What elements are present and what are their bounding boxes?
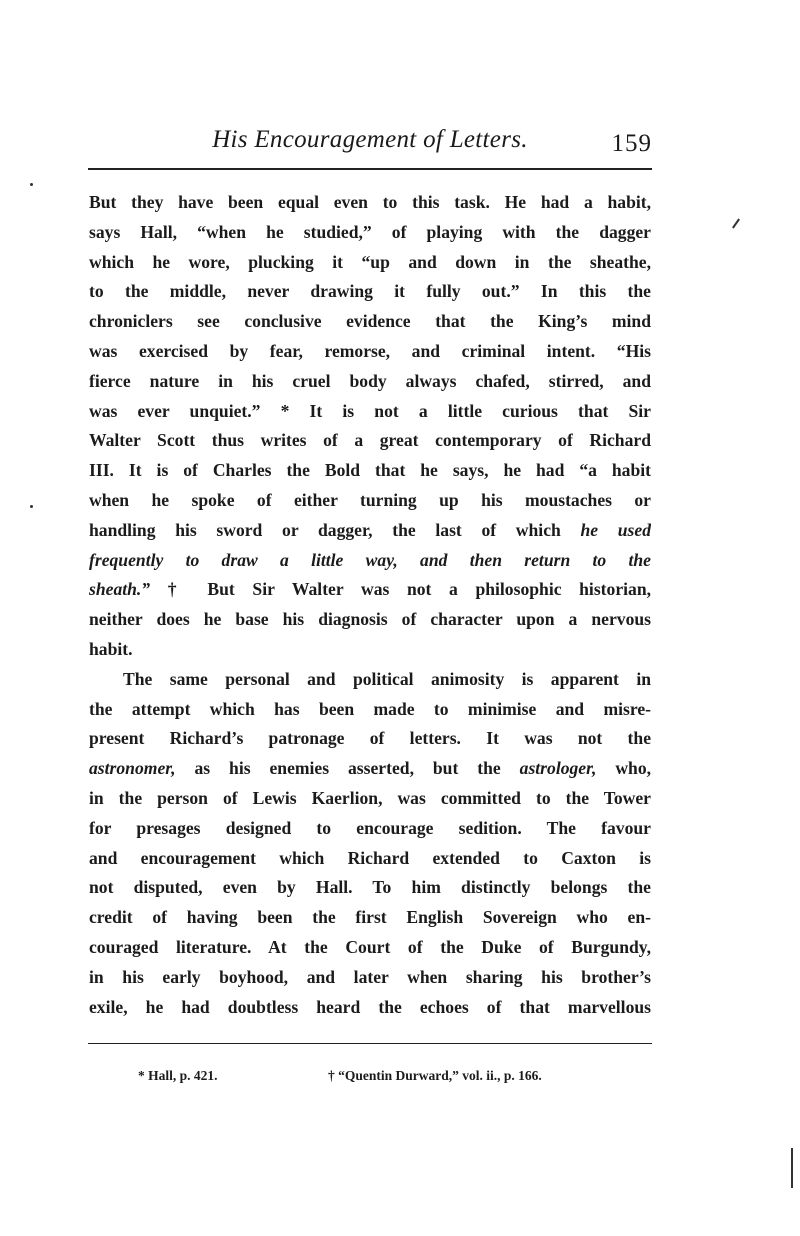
text-segment: who,: [615, 758, 651, 779]
italic-segment: frequently to draw a little way, and then return to the: [89, 549, 651, 570]
text-line: says Hall, “when he studied,” of playing with the dagger: [89, 221, 651, 242]
text-segment: † But Sir Walter was not a philosophic historian,: [167, 579, 651, 600]
text-line: III. It is of Charles the Bold that he says, he had “a habit: [89, 460, 651, 481]
text-line: in his early boyhood, and later when sharing his brother’s: [89, 966, 651, 987]
text-line: when he spoke of either turning up his moustaches or: [89, 489, 651, 510]
text-line: [89, 516, 651, 546]
italic-segment: he used: [580, 519, 651, 540]
text-line: in the person of Lewis Kaerlion, was committed to the Tower: [89, 787, 651, 808]
text-line: The same personal and political animosity is apparent in: [123, 668, 651, 689]
running-title: His Encouragement of Letters.: [212, 126, 528, 153]
text-line: credit of having been the first English Sovereign who en-: [89, 907, 651, 928]
header-rule: [88, 168, 652, 170]
scan-mark: [30, 505, 33, 508]
text-line: couraged literature. At the Court of the Duke of Burgundy,: [89, 936, 651, 957]
italic-segment: astronomer,: [89, 758, 176, 779]
text-line: not disputed, even by Hall. To him distinctly belongs the: [89, 877, 651, 898]
footnote: * Hall, p. 421.: [138, 1068, 218, 1083]
text-line: was exercised by fear, remorse, and criminal intent. “His: [89, 340, 651, 361]
italic-segment: astrologer,: [519, 758, 597, 779]
text-segment: as his enemies asserted, but the: [194, 758, 501, 779]
italic-segment: sheath.”: [89, 579, 151, 600]
scan-mark: [732, 218, 740, 228]
text-line: But they have been equal even to this task. He had a habit,: [89, 192, 651, 212]
footnote: † “Quentin Durward,” vol. ii., p. 166.: [328, 1068, 542, 1083]
text-line: [89, 575, 651, 605]
text-line: which he wore, plucking it “up and down in the sheathe,: [89, 251, 651, 272]
text-line: chroniclers see conclusive evidence that the King’s mind: [89, 311, 651, 332]
text-line: Walter Scott thus writes of a great contemporary of Richard: [89, 430, 651, 451]
text-line: exile, he had doubtless heard the echoes of that marvellous: [89, 996, 651, 1017]
text-line: fierce nature in his cruel body always chafed, stirred, and: [89, 370, 651, 391]
scan-mark: [30, 183, 33, 186]
text-line: neither does he base his diagnosis of character upon a nervous: [89, 609, 651, 630]
text-line: present Richard’s patronage of letters. It was not the: [89, 728, 651, 749]
text-line: the attempt which has been made to minimise and misre-: [89, 698, 651, 719]
text-segment: handling his sword or dagger, the last of which: [89, 519, 561, 540]
text-line: was ever unquiet.” * It is not a little curious that Sir: [89, 400, 651, 421]
text-line: [89, 546, 651, 576]
body-text: [89, 188, 651, 1022]
text-line: habit.: [89, 638, 133, 659]
running-head: [88, 122, 652, 162]
scan-mark: [791, 1148, 793, 1188]
text-line: and encouragement which Richard extended to Caxton is: [89, 847, 651, 868]
text-line: [89, 754, 651, 784]
page-number: 159: [611, 130, 652, 157]
text-line: to the middle, never drawing it fully out.” In this the: [89, 281, 651, 302]
footnote-rule: [88, 1043, 652, 1044]
text-line: for presages designed to encourage sedition. The favour: [89, 817, 651, 838]
